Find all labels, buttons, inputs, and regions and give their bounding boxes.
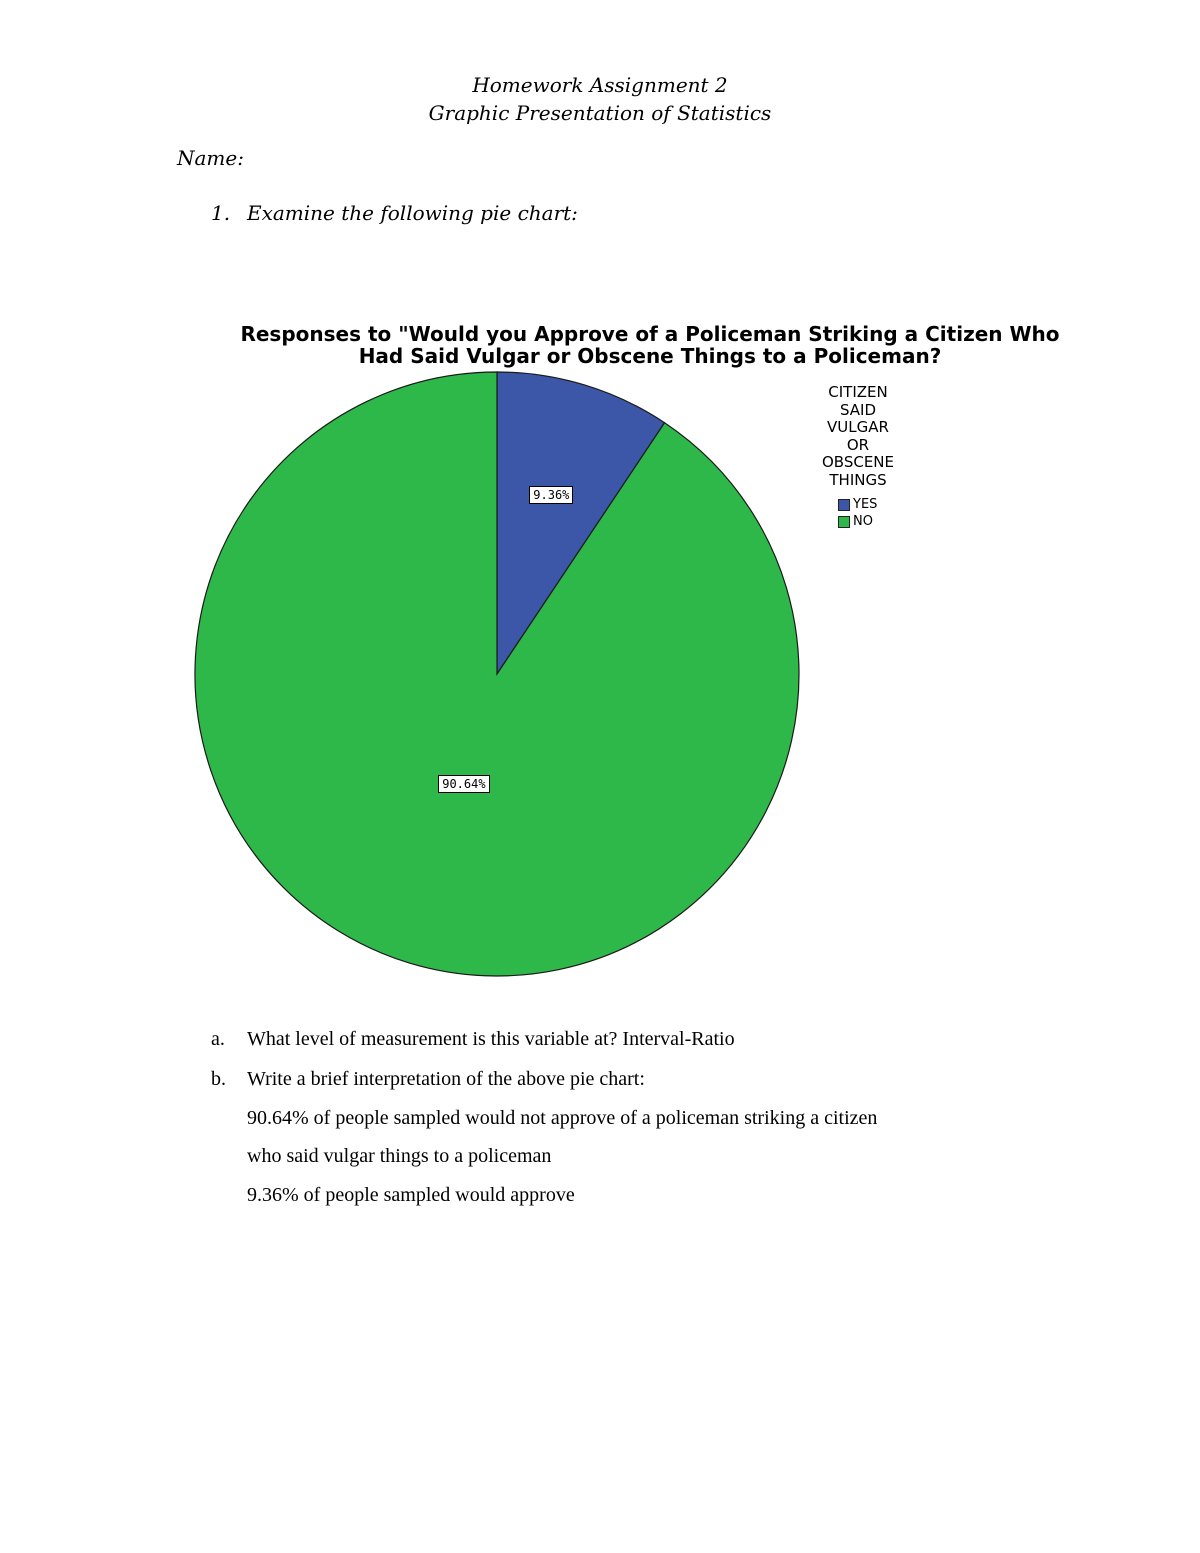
legend-title-line: VULGAR (827, 418, 889, 436)
data-label-yes: 9.36% (529, 486, 573, 504)
legend-item-yes (838, 497, 877, 512)
legend-label-no: NO (853, 514, 873, 529)
chart-title-line2: Had Said Vulgar or Obscene Things to a Policeman? (358, 344, 942, 368)
question-prompt: Examine the following pie chart: (247, 201, 578, 225)
answer-b-marker: b. (211, 1068, 226, 1090)
legend-title-line: OBSCENE (821, 453, 894, 471)
legend-item-no (838, 514, 873, 529)
assignment-subtitle: Graphic Presentation of Statistics (428, 101, 772, 125)
legend-title (808, 384, 908, 489)
legend-title-line: THINGS (829, 470, 887, 489)
legend-label-yes: YES (853, 497, 878, 512)
name-label: Name: (177, 146, 244, 170)
answer-b-line2: who said vulgar things to a policeman (247, 1145, 552, 1167)
answer-a-marker: a. (211, 1028, 225, 1050)
legend-title-line: CITIZEN (828, 383, 888, 401)
legend-swatch-no (838, 516, 850, 528)
pie-chart (180, 360, 820, 990)
assignment-title: Homework Assignment 2 (472, 73, 728, 97)
answer-a-text: What level of measurement is this variable at? Interval-Ratio (247, 1028, 735, 1050)
legend-title-line: SAID (839, 400, 877, 419)
answer-b-line3: 9.36% of people sampled would approve (247, 1184, 575, 1206)
legend-swatch-yes (838, 499, 850, 511)
data-label-no: 90.64% (438, 775, 489, 793)
answer-b-line1: 90.64% of people sampled would not approve of a policeman striking a citizen (247, 1107, 878, 1129)
pie-slice-no (195, 372, 799, 976)
chart-title-line1: Responses to "Would you Approve of a Policeman Striking a Citizen Who (240, 322, 1060, 346)
answer-b-text: Write a brief interpretation of the above pie chart: (247, 1068, 645, 1090)
legend-title-line: OR (846, 435, 870, 454)
question-number: 1. (211, 201, 231, 225)
